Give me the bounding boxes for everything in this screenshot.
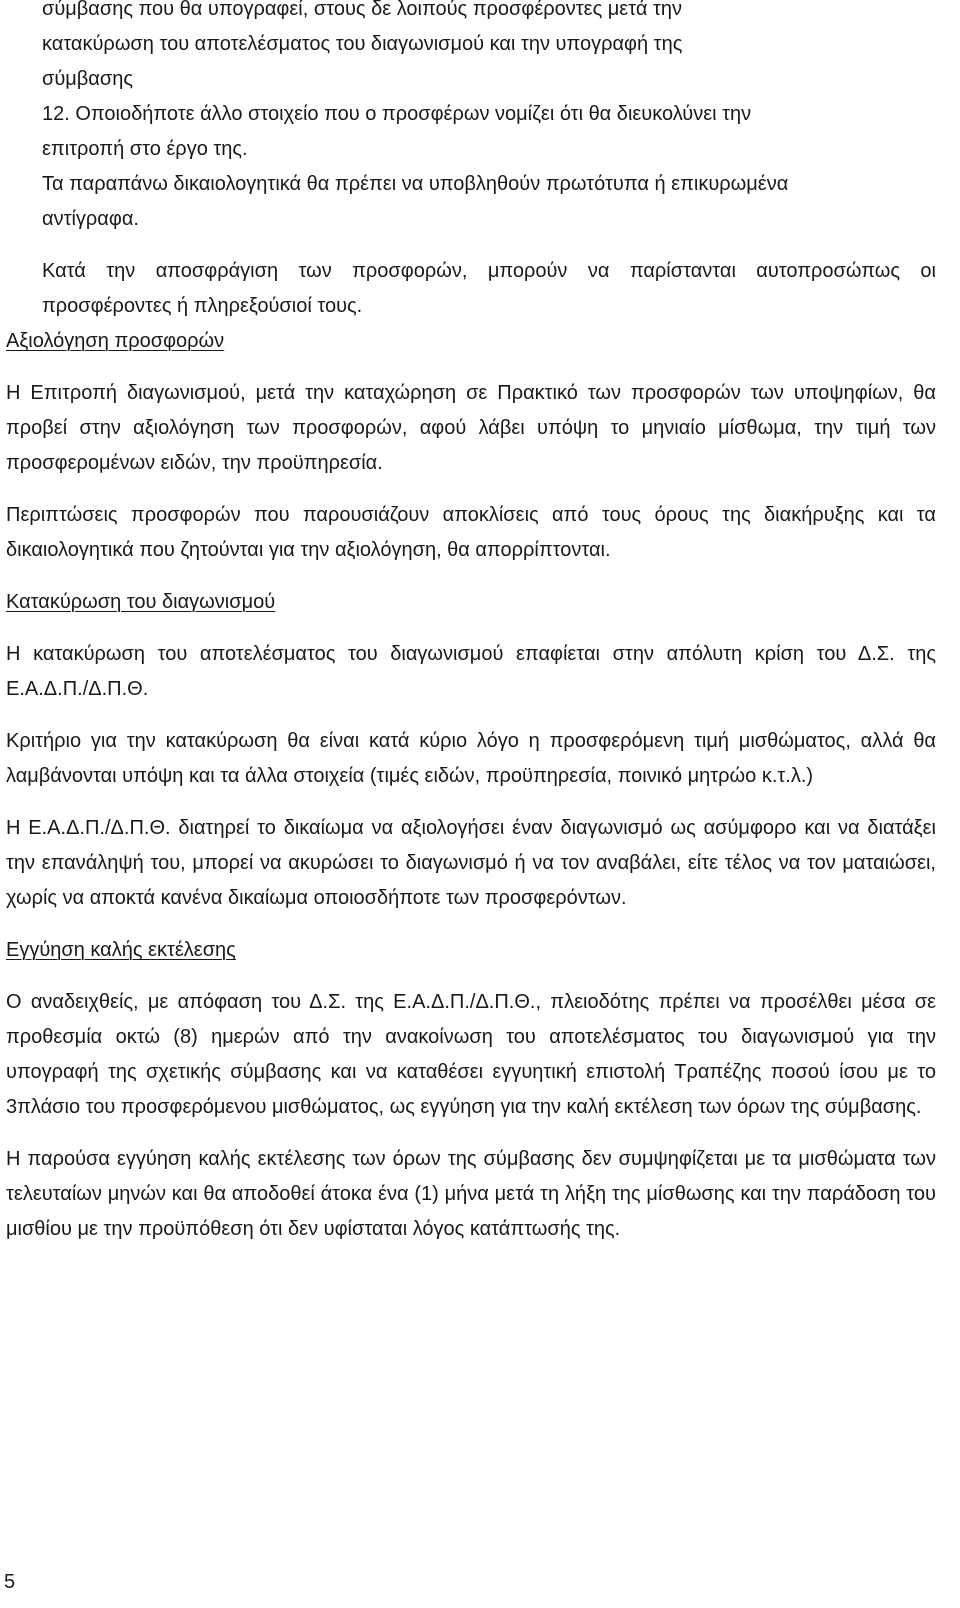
list-item-11-line: σύμβασης <box>42 68 133 90</box>
unsealing-paragraph: Κατά την αποσφράγιση των προσφορών, μπορούν να παρίστανται αυτοπροσώπως οι προσφέροντες ή πληρεξούσιοί τους. <box>42 260 936 317</box>
list-item-12-line: 12. Οποιοδήποτε άλλο στοιχείο που ο προσφέρων νομίζει ότι θα διευκολύνει την <box>42 103 752 125</box>
evaluation-paragraph: Η Επιτροπή διαγωνισμού, μετά την καταχώρηση σε Πρακτικό των προσφορών των υποψηφίων, θα προβεί στην αξιολόγηση των προσφορών, αφού λάβει υπόψη το μηνιαίο μίσθωμα, την τιμή των προσφερομένων ειδών, την προϋπηρεσία. <box>6 382 936 474</box>
section-heading-award: Κατακύρωση του διαγωνισμού <box>6 591 276 613</box>
award-paragraph: Η κατακύρωση του αποτελέσματος του διαγωνισμού επαφίεται στην απόλυτη κρίση του Δ.Σ. της Ε.Α.Δ.Π./Δ.Π.Θ. <box>6 643 936 700</box>
list-item-11-line: κατακύρωση του αποτελέσματος του διαγωνισμού και την υπογραφή της <box>42 33 683 55</box>
section-heading-evaluation: Αξιολόγηση προσφορών <box>6 330 225 352</box>
originals-note-line: Τα παραπάνω δικαιολογητικά θα πρέπει να υποβληθούν πρωτότυπα ή επικυρωμένα <box>42 173 789 195</box>
page-number: 5 <box>4 1571 16 1593</box>
document-body <box>6 0 936 1247</box>
list-item-12-line: επιτροπή στο έργο της. <box>42 138 248 160</box>
list-item-11-line: σύμβασης που θα υπογραφεί, στους δε λοιπούς προσφέροντες μετά την <box>42 0 682 20</box>
list-continuation <box>6 0 936 237</box>
guarantee-paragraph: Η παρούσα εγγύηση καλής εκτέλεσης των όρων της σύμβασης δεν συμψηφίζεται με τα μισθώματα των τελευταίων μηνών και θα αποδοθεί άτοκα ένα (1) μήνα μετά τη λήξη της μίσθωσης και την παράδοση του μισθίου με την προϋπόθεση ότι δεν υφίσταται λόγος κατάπτωσής της. <box>6 1148 936 1240</box>
evaluation-paragraph: Περιπτώσεις προσφορών που παρουσιάζουν αποκλίσεις από τους όρους της διακήρυξης και τα δικαιολογητικά που ζητούνται για την αξιολόγηση, θα απορρίπτονται. <box>6 504 936 561</box>
section-heading-guarantee: Εγγύηση καλής εκτέλεσης <box>6 939 236 961</box>
award-paragraph: Η Ε.Α.Δ.Π./Δ.Π.Θ. διατηρεί το δικαίωμα να αξιολογήσει έναν διαγωνισμό ως ασύμφορο και να διατάξει την επανάληψή του, μπορεί να ακυρώσει το διαγωνισμό ή να τον αναβάλει, είτε τέλος να τον ματαιώσει, χωρίς να αποκτά κανένα δικαίωμα οποιοσδήποτε των προσφερόντων. <box>6 817 936 909</box>
guarantee-paragraph: Ο αναδειχθείς, με απόφαση του Δ.Σ. της Ε.Α.Δ.Π./Δ.Π.Θ., πλειοδότης πρέπει να προσέλθει μέσα σε προθεσμία οκτώ (8) ημερών από την ανακοίνωση του αποτελέσματος του διαγωνισμού για την υπογραφή της σχετικής σύμβασης και να καταθέσει εγγυητική επιστολή Τραπέζης ποσού ίσου με το 3πλάσιο του προσφερόμενου μισθώματος, ως εγγύηση για την καλή εκτέλεση των όρων της σύμβασης. <box>6 991 936 1118</box>
award-paragraph: Κριτήριο για την κατακύρωση θα είναι κατά κύριο λόγο η προσφερόμενη τιμή μισθώματος, αλλά θα λαμβάνονται υπόψη και τα άλλα στοιχεία (τιμές ειδών, προϋπηρεσία, ποινικό μητρώο κ.τ.λ.) <box>6 730 936 787</box>
originals-note-line: αντίγραφα. <box>42 208 139 230</box>
